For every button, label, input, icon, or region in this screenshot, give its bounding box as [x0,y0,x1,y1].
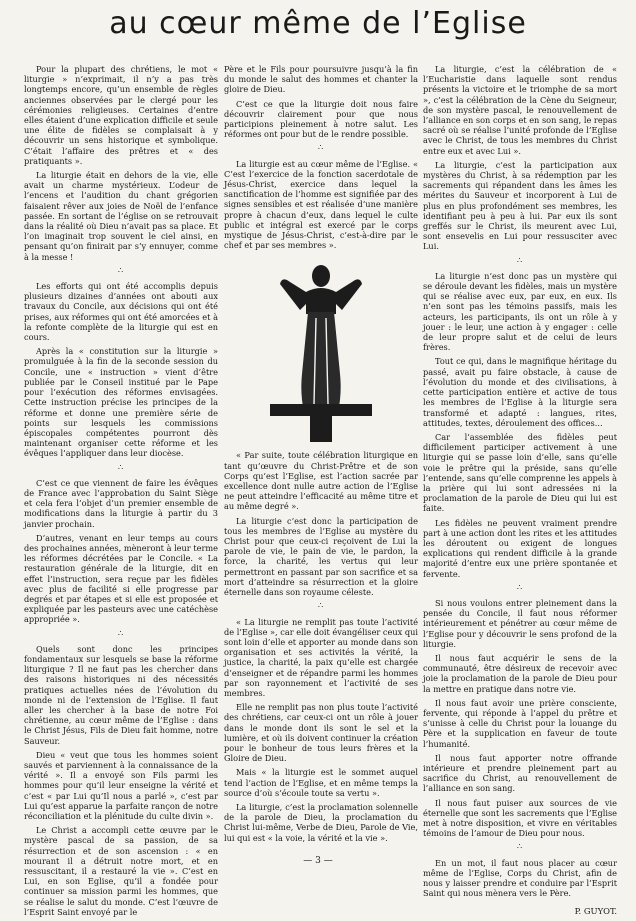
paragraph: Il nous faut apporter notre offrande intérieure et prendre pleinement part au sacrifice du Christ, au renouvellement de l’alliance en son sang. [423,752,617,794]
paragraph: Après la « constitution sur la liturgie » promulguée à la fin de la seconde session du Concile, une « instruction » vient d’être publiée par le Conseil institué par le Pape pour l’exécution des réformes envisagées. Cette instruction précise les principes de la réforme et donne une première série de points sur lesquels les commissions épiscopales compétentes pourront dès maintenant organiser cette réforme et les évêques l’appliquer dans leur diocèse. [24,346,218,459]
paragraph: En un mot, il faut nous placer au cœur même de l’Eglise, Corps du Christ, afin de nous y laisser prendre et conduire par l’Esprit Saint qui nous mènera vers le Père. [423,857,617,899]
paragraph: Elle ne remplit pas non plus toute l’activité des chrétiens, car ceux-ci ont un rôle à jouer dans le monde dont ils sont le sel et la lumière, et où ils doivent continuer la création pour le bonheur de tous leurs frères et la Gloire de Dieu. [224,702,418,764]
column-1 [24,64,218,921]
separator: ∴ [117,265,125,275]
paragraph: Les efforts qui ont été accomplis depuis plusieurs dizaines d’années ont abouti aux travaux du Concile, aux décisions qui ont été prises, aux réformes qui ont été amorcées et à la refonte complète de la liturgie qui est en cours. [24,281,218,343]
paragraph: Père et le Fils pour poursuivre jusqu’à la fin du monde le salut des hommes et chanter la gloire de Dieu. [224,64,418,95]
paragraph: Il nous faut puiser aux sources de vie éternelle que sont les sacrements que l’Eglise met à notre disposition, et vivre en véritables témoins de l’amour de Dieu pour nous. [423,797,617,839]
separator: ∴ [117,628,125,638]
paragraph: Dieu « veut que tous les hommes soient sauvés et parviennent à la connaissance de la vérité ». Il a envoyé son Fils parmi les hommes pour qu’il leur enseigne la vérité et c’est « par Lui qu’Il nous a parlé », c’est par Lui qu’est apparue la parfaite rançon de notre réconciliation et la plénitude du culte divin ». [24,749,218,822]
paragraph: C’est ce que la liturgie doit nous faire découvrir clairement pour que nous participions pleinement à notre salut. Les réformes ont pour but de le rendre possible. [224,98,418,140]
paragraph: La liturgie c’est donc la participation de tous les membres de l’Eglise au mystère du Christ pour que ceux-ci reçoivent de Lui la parole de vie, le pain de vie, le pardon, la force, la charité, les vertus qui leur permettront en passant par son sacrifice et sa mort d’atteindre sa résurrection et la gloire éternelle dans son royaume céleste. [224,515,418,598]
paragraph: Il nous faut avoir une prière consciente, fervente, qui réponde à l’appel du prêtre et s’unisse à celle du Christ pour la louange du Père et la supplication en faveur de toute l’humanité. [423,697,617,749]
page-title: au cœur même de l’Eglise [109,6,527,41]
christ-figure-illustration [224,254,418,442]
paragraph: D’autres, venant en leur temps au cours des prochaines années, mèneront à leur terme les réformes décrétées par le Concile. « La restauration générale de la liturgie, dit en effet l’instruction, sera reçue par les fidèles avec plus de facilité si elle progresse par degrés et par étapes et si elle est proposée et expliquée par les pasteurs avec une catéchèse appropriée ». [24,532,218,625]
paragraph: Mais « la liturgie est le sommet auquel tend l’action de l’Eglise, et en même temps la source d’où s’écoule toute sa vertu ». [224,767,418,798]
separator: ∴ [516,842,524,852]
paragraph: Les fidèles ne peuvent vraiment prendre part à une action dont les rites et les attitudes les déroutent ou exigent de longues explications qui rendent difficile à la grande majorité d’entre eux une prière spontanée et fervente. [423,517,617,579]
separator: ∴ [317,601,325,611]
separator: ∴ [516,582,524,592]
paragraph: La liturgie, c’est la participation aux mystères du Christ, à sa rédemption par les sacrements qui répandent dans les âmes les mérites du Sauveur et incorporent à Lui de plus en plus profondément ses membres, les identifiant peu à peu à lui. Par eux ils sont greffés sur le Christ, ils meurent avec Lui, sont ensevelis en Lui pour ressusciter avec Lui. [423,159,617,252]
paragraph: La liturgie, c’est la proclamation solennelle de la parole de Dieu, la proclamation du Christ lui-même, Verbe de Dieu, Parole de Vie, lui qui est « la voie, la vérité et la vie ». [224,801,418,843]
paragraph: « Par suite, toute célébration liturgique en tant qu’œuvre du Christ-Prêtre et de son Corps qu’est l’Eglise, est l’action sacrée par excellence dont nulle autre action de l’Eglise ne peut atteindre l’efficacité au même titre et au même degré ». [224,450,418,512]
paragraph: La liturgie n’est donc pas un mystère qui se déroule devant les fidèles, mais un mystère qui se réalise avec eux, par eux, en eux. Ils n’en sont pas les témoins passifs, mais les acteurs, les participants, ils ont un rôle à y jouer : le leur, une action à y engager : celle de leur propre salut et de celui de leurs frères. [423,270,617,353]
paragraph: C’est ce que viennent de faire les évêques de France avec l’approbation du Saint Siège et cela fera l’objet d’un premier ensemble de modifications dans la liturgie à partir du 3 janvier prochain. [24,477,218,529]
paragraph: Si nous voulons entrer pleinement dans la pensée du Concile, il faut nous réformer intérieurement et pénétrer au cœur même de l’Eglise pour y découvrir le sens profond de la liturgie. [423,597,617,649]
paragraph: Pour la plupart des chrétiens, le mot « liturgie » n’exprimait, il n’y a pas très longtemps encore, qu’un ensemble de règles anciennes observées par le clergé pour les cérémonies religieuses. Certaines d’entre elles étaient d’une explication difficile et seule une élite de fidèles se complaisait à y découvrir un sens historique et symbolique. C’était l’affaire des prêtres et « des pratiquants ». [24,64,218,166]
paragraph: La liturgie, c’est la célébration de « l’Eucharistie dans laquelle sont rendus présents la victoire et le triomphe de sa mort », c’est la célébration de la Cène du Seigneur, de son mystère pascal, le renouvellement de l’alliance en son corps et en son sang, le repas sacré où se réalise l’unité profonde de l’Eglise avec le Christ, de tous les membres du Christ entre eux et avec Lui ». [423,64,617,156]
column-2 [224,64,418,847]
paragraph: « La liturgie ne remplit pas toute l’activité de l’Eglise », car elle doit évangéliser ceux qui sont loin d’elle et apporter au monde dans son organisation et ses activités la vérité, la justice, la charité, la paix qu’elle est chargée d’enseigner et de répandre parmi les hommes par son rayonnement et l’activité de ses membres. [224,616,418,698]
separator: ∴ [516,255,524,265]
paragraph: La liturgie était en dehors de la vie, elle avait un charme mystérieux. L’odeur de l’encens et l’audition du chant grégorien faisaient rêver aux joies de Noël de l’enfance passée. En sortant de l’église on se retrouvait dans la réalité où Dieu n’avait pas sa place. Et l’on imaginait trop souvent le ciel ainsi, en pensant qu’on finirait par s’y ennuyer, comme à la messe ! [24,170,218,262]
author-signature: P. GUYOT. [574,906,617,917]
paragraph: Le Christ a accompli cette œuvre par le mystère pascal de sa passion, de sa résurrection et de son ascension : « en mourant il a détruit notre mort, et en ressuscitant, il a restauré la vie ». C’est en Lui, en son Eglise, qu’il a fondée pour continuer sa mission parmi les hommes, que se réalise le salut du monde. C’est l’œuvre de l’Esprit Saint envoyé par le [24,825,218,917]
separator: ∴ [117,462,125,472]
separator: ∴ [317,143,325,153]
paragraph: Quels sont donc les principes fondamentaux sur lesquels se base la réforme liturgique ? Il ne faut pas les chercher dans des raisons historiques ni des nécessités pratiques actuelles nées de l’évolution du monde ni de l’extension de l’Eglise. Il faut aller les chercher à la base de notre Foi chrétienne, au cœur même de l’Eglise : dans le Christ Jésus, Fils de Dieu fait homme, notre Sauveur. [24,643,218,746]
paragraph: Tout ce qui, dans le magnifique héritage du passé, avait pu faire obstacle, à cause de l’évolution du monde et des civilisations, à cette participation entière et active de tous les membres de l’Eglise à la liturgie sera transformé et adapté : langues, rites, attitudes, textes, déroulement des offices... [423,356,617,428]
paragraph: Il nous faut acquérir le sens de la communauté, être désireux de recevoir avec joie la proclamation de la parole de Dieu pour la mettre en pratique dans notre vie. [423,652,617,694]
page-number: — 3 — [303,856,333,866]
column-3 [423,64,617,917]
paragraph: Car l’assemblée des fidèles peut difficilement participer activement à une liturgie qui se passe loin d’elle, sans qu’elle voie le prêtre qui la préside, sans qu’elle l’entende, sans qu’elle comprenne les appels à la prière qui lui sont adressées ni la proclamation de la parole de Dieu qui lui est faite. [423,431,617,514]
paragraph: La liturgie est au cœur même de l’Eglise. « C’est l’exercice de la fonction sacerdotale de Jésus-Christ, exercice dans lequel la sanctification de l’homme est signifiée par des signes sensibles et est réalisée d’une manière propre à chacun d’eux, dans lequel le culte public et intégral est exercé par le corps mystique de Jésus-Christ, c’est-à-dire par le chef et par ses membres ». [224,158,418,251]
